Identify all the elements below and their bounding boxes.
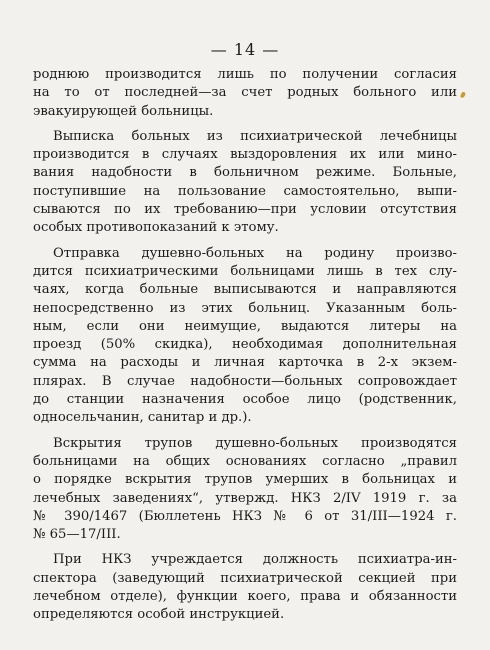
text-line: Выписка больных из психиатрической лечебницы xyxy=(53,128,457,144)
text-line: определяются особой инструкцией. xyxy=(33,607,285,623)
text-line: особых противопоказаний к этому. xyxy=(33,220,279,236)
text-line: Вскрытия трупов душевно-больных производятся xyxy=(53,435,457,451)
text-line: непосредственно из этих больниц. Указанным боль- xyxy=(33,300,457,316)
text-line: односельчанин, санитар и др.). xyxy=(33,410,252,426)
text-line: № 390/1467 (Бюллетень НКЗ № 6 от 31/III—1924 г. xyxy=(33,508,457,524)
text-line: сываются по их требованию—при условии отсутствия xyxy=(33,202,457,218)
paragraph-autopsy xyxy=(33,435,457,545)
text-line: ным, если они неимущие, выдаются литеры на xyxy=(33,318,457,334)
text-line: При НКЗ учреждается должность психиатра-ин- xyxy=(53,552,457,568)
text-line: на то от последней—за счет родных больного или xyxy=(33,85,457,101)
page-number: — 14 — xyxy=(210,40,280,59)
text-line: спектора (заведующий психиатрической секцией при xyxy=(33,570,457,586)
text-line: лечебных заведениях“, утвержд. НКЗ 2/IV 1919 г. за xyxy=(33,490,457,506)
body-text xyxy=(33,66,457,625)
paragraph-inspector xyxy=(33,551,457,624)
text-line: проезд (50% скидка), необходимая дополнительная xyxy=(33,337,457,353)
text-line: № 65—17/III. xyxy=(33,527,121,543)
text-line: роднюю производится лишь по получении согласия xyxy=(33,67,457,82)
text-line: эвакуирующей больницы. xyxy=(33,103,214,119)
paragraph-discharge xyxy=(33,128,457,238)
text-line: производится в случаях выздоровления их или мино- xyxy=(33,147,457,163)
text-line: поступившие на пользование самостоятельно, выпи- xyxy=(33,183,457,199)
text-line: больницами на общих основаниях согласно „правил xyxy=(33,453,457,469)
text-line: плярах. В случае надобности—больных сопровождает xyxy=(33,373,457,389)
text-line: Отправка душевно-больных на родину произво- xyxy=(53,245,457,261)
ink-mark xyxy=(460,91,466,98)
text-line: лечебном отделе), функции коего, права и обязанности xyxy=(33,589,457,605)
paragraph-continuation xyxy=(33,66,457,121)
text-line: дится психиатрическими больницами лишь в тех слу- xyxy=(33,263,457,279)
text-line: сумма на расходы и личная карточка в 2-х экзем- xyxy=(33,355,457,371)
text-line: до станции назначения особое лицо (родственник, xyxy=(33,392,457,408)
text-line: о порядке вскрытия трупов умерших в больницах и xyxy=(33,472,457,488)
paragraph-transport xyxy=(33,245,457,428)
text-line: вания надобности в больничном режиме. Больные, xyxy=(33,165,457,181)
text-line: чаях, когда больные выписываются и направляются xyxy=(33,282,457,298)
